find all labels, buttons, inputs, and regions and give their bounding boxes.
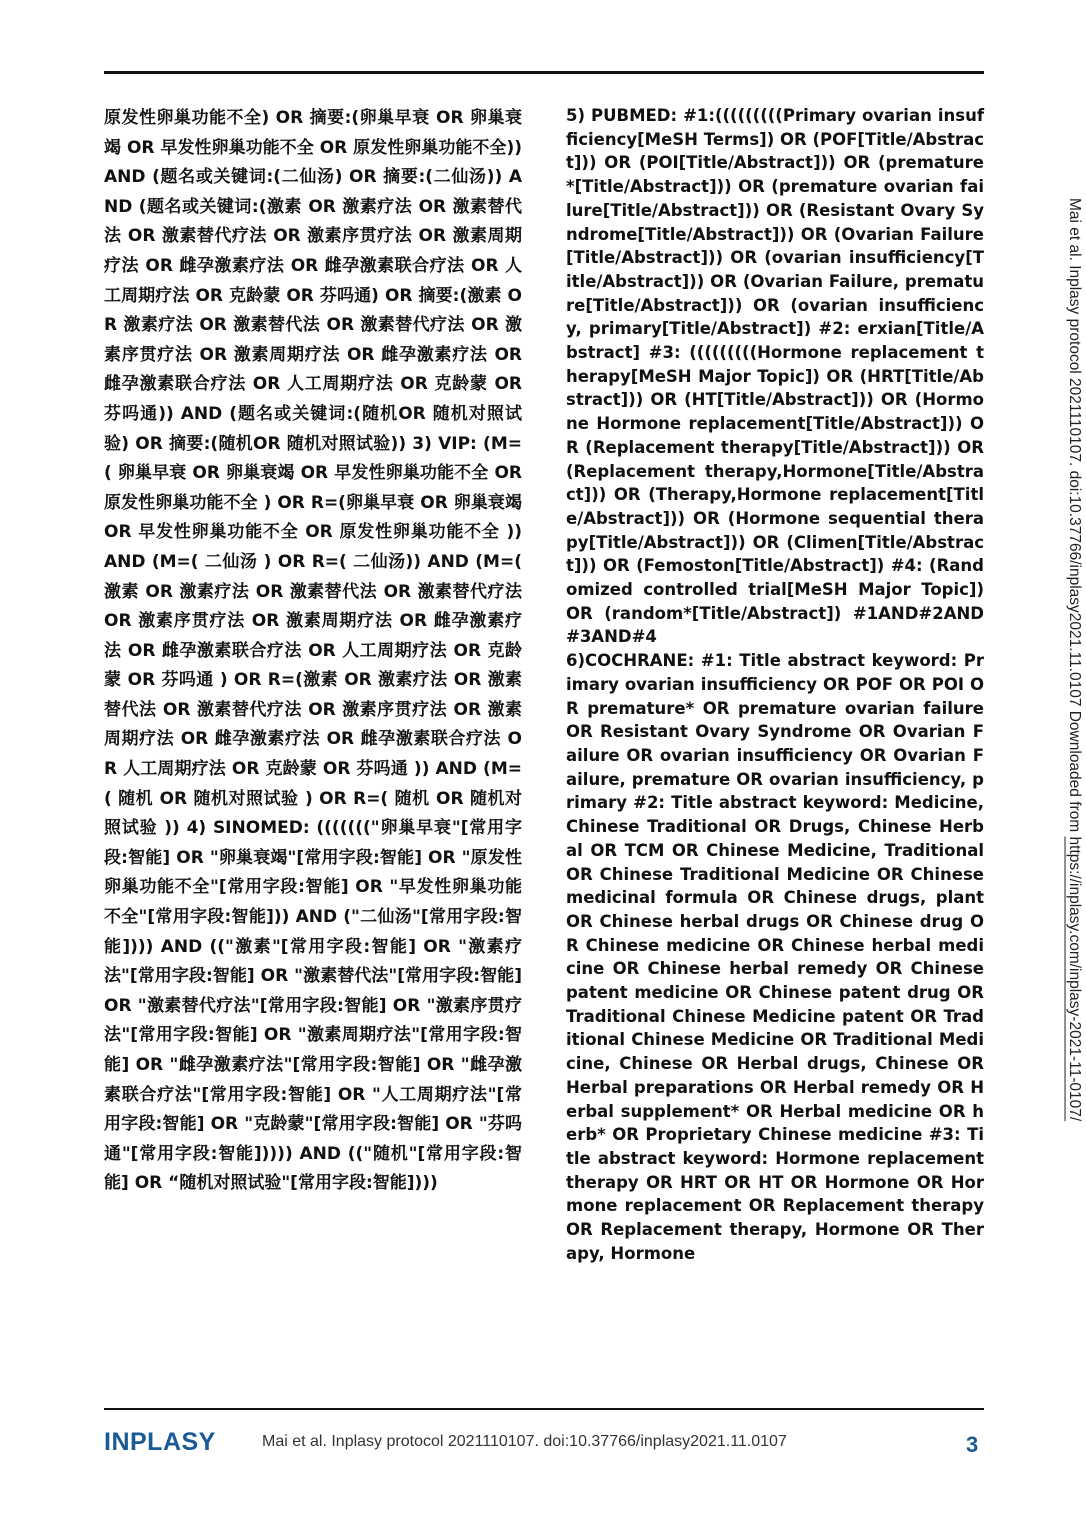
search-strategy-cnki-vip-sinomed: 原发性卵巢功能不全) OR 摘要:(卵巢早衰 OR 卵巢衰竭 OR 早发性卵巢功能不全 OR 原发性卵巢功能不全)) AND (题名或关键词:(二仙汤) OR 摘要:(二仙汤)) AND (题名或关键词:(激素 OR 激素疗法 OR 激素替代法 OR 激素替代疗法 OR 激素序贯疗法 OR 激素周期疗法 OR 雌孕激素疗法 OR 雌孕激素联合疗法 OR 人工周期疗法 OR 克龄蒙 OR 芬吗通) OR 摘要:(激素 OR 激素疗法 OR 激素替代法 OR 激素替代疗法 OR 激素序贯疗法 OR 激素周期疗法 OR 雌孕激素疗法 OR 雌孕激素联合疗法 OR 人工周期疗法 OR 克龄蒙 OR 芬吗通)) AND (题名或关键词:(随机OR 随机对照试验) OR 摘要:(随机OR 随机对照试验)) 3) VIP: (M=( 卵巢早衰 OR 卵巢衰竭 OR 早发性卵巢功能不全 OR 原发性卵巢功能不全 ) OR R=(卵巢早衰 OR 卵巢衰竭 OR 早发性卵巢功能不全 OR 原发性卵巢功能不全 )) AND (M=( 二仙汤 ) OR R=( 二仙汤)) AND (M=( 激素 OR 激素疗法 OR 激素替代法 OR 激素替代疗法 OR 激素序贯疗法 OR 激素周期疗法 OR 雌孕激素疗法 OR 雌孕激素联合疗法 OR 人工周期疗法 OR 克龄蒙 OR 芬吗通 ) OR R=(激素 OR 激素疗法 OR 激素替代法 OR 激素替代疗法 OR 激素序贯疗法 OR 激素周期疗法 OR 雌孕激素疗法 OR 雌孕激素联合疗法 OR 人工周期疗法 OR 克龄蒙 OR 芬吗通 )) AND (M=( 随机 OR 随机对照试验 ) OR R=( 随机 OR 随机对照试验 )) 4) SINOMED: ((((((("卵巢早衰"[常用字段:智能] OR "卵巢衰竭"[常用字段:智能] OR "原发性卵巢功能不全"[常用字段:智能] OR "早发性卵巢功能不全"[常用字段:智能])) AND ("二仙汤"[常用字段:智能]))) AND (("激素"[常用字段:智能] OR "激素疗法"[常用字段:智能] OR "激素替代法"[常用字段:智能] OR "激素替代疗法"[常用字段:智能] OR "激素序贯疗法"[常用字段:智能] OR "激素周期疗法"[常用字段:智能] OR "雌孕激素疗法"[常用字段:智能] OR "雌孕激素联合疗法"[常用字段:智能] OR "人工周期疗法"[常用字段:智能] OR "克龄蒙"[常用字段:智能] OR "芬吗通"[常用字段:智能])))) AND (("随机"[常用字段:智能] OR “随机对照试验"[常用字段:智能]))) (104, 108, 522, 1194)
right-column (566, 104, 984, 1265)
sidebar-link[interactable]: https://inplasy.com/inplasy-2021-11-0107/ (1066, 836, 1083, 1122)
bottom-rule (104, 1408, 984, 1410)
footer-citation: Mai et al. Inplasy protocol 2021110107. doi:10.37766/inplasy2021.11.0107 (262, 1433, 787, 1450)
sidebar-text: Mai et al. Inplasy protocol 2021110107. doi:10.37766/inplasy2021.11.0107 Downloaded from (1066, 198, 1083, 837)
footer-brand-logo: INPLASY (104, 1428, 216, 1456)
top-rule (104, 71, 984, 74)
left-column (104, 104, 522, 1199)
sidebar-download-notice (1064, 198, 1084, 1318)
search-strategy-pubmed: 5) PUBMED: #1:(((((((((Primary ovarian insufficiency[MeSH Terms]) OR (POF[Title/Abstract])) OR (POI[Title/Abstract])) OR (premature*[Title/Abstract])) OR (premature ovarian failure[Title/Abstract])) OR (Resistant Ovary Syndrome[Title/Abstract])) OR (Ovarian Failure[Title/Abstract])) OR (ovarian insufficiency[Title/Abstract])) OR (Ovarian Failure, premature[Title/Abstract])) OR (ovarian insufficiency, primary[Title/Abstract]) #2: erxian[Title/Abstract] #3: (((((((((Hormone replacement therapy[MeSH Major Topic]) OR (HRT[Title/Abstract])) OR (HT[Title/Abstract])) OR (Hormone Hormone replacement[Title/Abstract])) OR (Replacement therapy[Title/Abstract])) OR (Replacement therapy,Hormone[Title/Abstract])) OR (Therapy,Hormone replacement[Title/Abstract])) OR (Hormone sequential therapy[Title/Abstract])) OR (Climen[Title/Abstract])) OR (Femoston[Title/Abstract]) #4: (Randomized controlled trial[MeSH Major Topic]) OR (random*[Title/Abstract]) #1AND#2AND#3AND#4 (566, 106, 984, 647)
page-number: 3 (966, 1432, 979, 1457)
search-strategy-cochrane: 6)COCHRANE: #1: Title abstract keyword: Primary ovarian insufficiency OR POF OR POI OR premature* OR premature ovarian failure OR Resistant Ovary Syndrome OR Ovarian Failure OR ovarian insufficiency OR Ovarian Failure, premature OR ovarian insufficiency, primary #2: Title abstract keyword: Medicine, Chinese Traditional OR Drugs, Chinese Herbal OR TCM OR Chinese Medicine, Traditional OR Chinese Traditional Medicine OR Chinese medicinal formula OR Chinese drugs, plant OR Chinese herbal drugs OR Chinese drug OR Chinese medicine OR Chinese herbal medicine OR Chinese herbal remedy OR Chinese patent medicine OR Chinese patent drug OR Traditional Chinese Medicine patent OR Traditional Chinese Medicine OR Traditional Medicine, Chinese OR Herbal drugs, Chinese OR Herbal preparations OR Herbal remedy OR Herbal supplement* OR Herbal medicine OR herb* OR Proprietary Chinese medicine #3: Title abstract keyword: Hormone replacement therapy OR HRT OR HT OR Hormone OR Hormone replacement OR Replacement therapy OR Replacement therapy, Hormone OR Therapy, Hormone (566, 651, 984, 1263)
